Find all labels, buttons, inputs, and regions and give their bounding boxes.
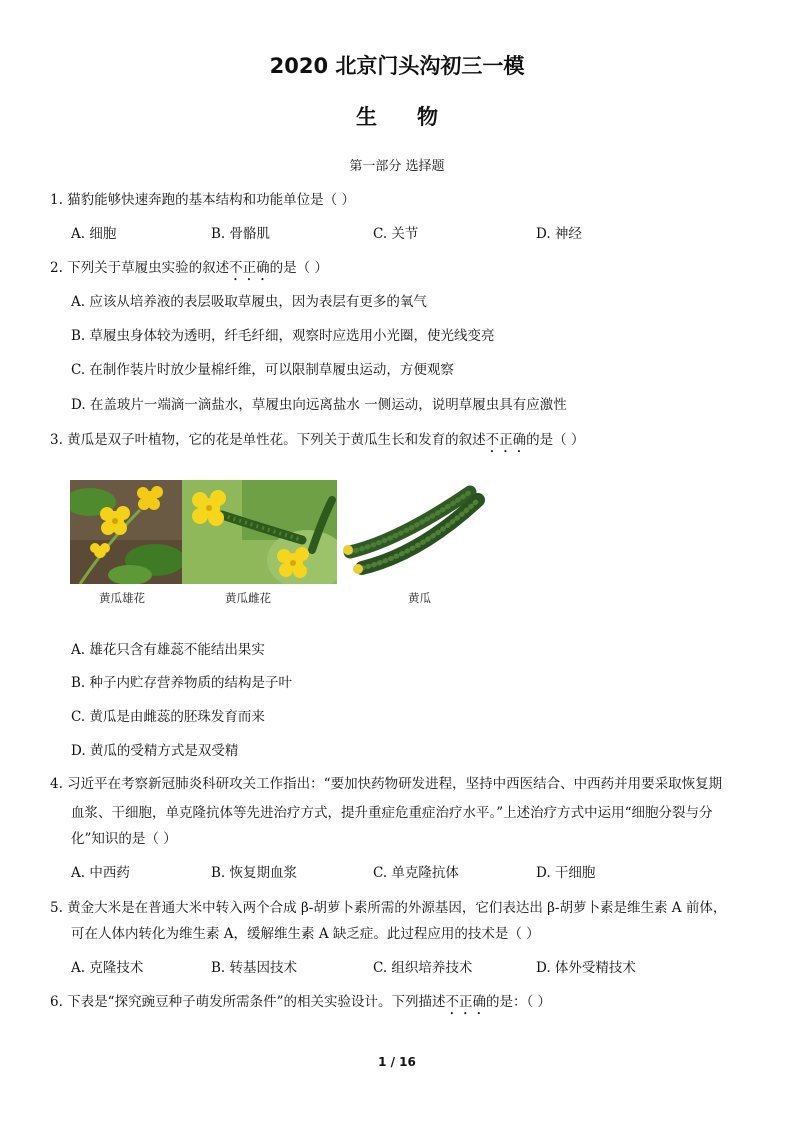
q4-option-c: C. 单克隆抗体 (373, 865, 459, 881)
q3-option-c: C. 黄瓜是由雌蕊的胚珠发育而来 (71, 709, 265, 725)
q4-option-b: B. 恢复期血浆 (211, 865, 298, 881)
q1-option-a: A. 细胞 (71, 226, 117, 242)
q5-option-b: B. 转基因技术 (211, 960, 298, 976)
q2-option-b: B. 草履虫身体较为透明，纤毛纤细，观察时应选用小光圈，使光线变亮 (71, 328, 495, 344)
question-5-line-1: 5. 黄金大米是在普通大米中转入两个合成 β-胡萝卜素所需的外源基因，它们表达出 β-胡萝卜素是维生素 A 前体， (50, 900, 727, 916)
question-1-stem: 1. 猫豹能够快速奔跑的基本结构和功能单位是（ ） (50, 192, 355, 208)
q3-option-d: D. 黄瓜的受精方式是双受精 (71, 743, 239, 759)
q3-option-b: B. 种子内贮存营养物质的结构是子叶 (71, 675, 293, 691)
q1-option-b: B. 骨骼肌 (211, 226, 271, 242)
q2-option-a: A. 应该从培养液的表层吸取草履虫，因为表层有更多的氧气 (71, 294, 427, 310)
q2-option-d: D. 在盖玻片一端滴一滴盐水，草履虫向远离盐水 一侧运动，说明草履虫具有应激性 (71, 397, 567, 413)
question-2-stem: 2. 下列关于草履虫实验的叙述不正确的是（ ） (50, 260, 328, 276)
section-heading: 第一部分 选择题 (349, 159, 445, 174)
q3-option-a: A. 雄花只含有雄蕊不能结出果实 (71, 642, 265, 658)
q5-option-a: A. 克隆技术 (71, 960, 144, 976)
q4-option-a: A. 中西药 (71, 865, 130, 881)
q5-option-c: C. 组织培养技术 (373, 960, 473, 976)
q1-option-c: C. 关节 (373, 226, 419, 242)
female-flower-image (182, 480, 337, 584)
question-5-line-2: 可在人体内转化为维生素 A，缓解维生素 A 缺乏症。此过程应用的技术是（ ） (71, 926, 540, 942)
q2-option-c: C. 在制作装片时放少量棉纤维，可以限制草履虫运动，方便观察 (71, 362, 454, 378)
question-3-stem: 3. 黄瓜是双子叶植物，它的花是单性花。下列关于黄瓜生长和发育的叙述不正确的是（ ） (50, 432, 585, 448)
question-4-line-2: 血浆、干细胞，单克隆抗体等先进治疗方式，提升重症危重症治疗水平。”上述治疗方式中运用“细胞分裂与分 (71, 805, 713, 821)
document-title: 2020 北京门头沟初三一模 (269, 54, 525, 78)
q4-option-d: D. 干细胞 (536, 865, 596, 881)
question-6-stem: 6. 下表是“探究豌豆种子萌发所需条件”的相关实验设计。下列描述不正确的是：（ ） (50, 994, 552, 1010)
page-number: 1 / 16 (378, 1055, 416, 1069)
emphasis-mark: 不正确 (485, 432, 527, 448)
emphasis-mark: 不正确 (229, 260, 270, 276)
question-4-line-3: 化”知识的是（ ） (71, 831, 177, 847)
question-4-line-1: 4. 习近平在考察新冠肺炎科研攻关工作指出：“要加快药物研发进程，坚持中西医结合、中西药并用要采取恢复期 (50, 776, 723, 792)
q5-option-d: D. 体外受精技术 (536, 960, 636, 976)
q1-option-d: D. 神经 (536, 226, 582, 242)
image-caption-cucumber: 黄瓜 (408, 591, 431, 605)
emphasis-mark: 不正确 (445, 994, 486, 1010)
subject-title: 生物 (356, 105, 478, 129)
image-caption-female-flower: 黄瓜雌花 (225, 591, 271, 605)
male-flower-image (70, 480, 182, 584)
image-caption-male-flower: 黄瓜雄花 (99, 591, 145, 605)
cucumber-image (340, 480, 485, 584)
